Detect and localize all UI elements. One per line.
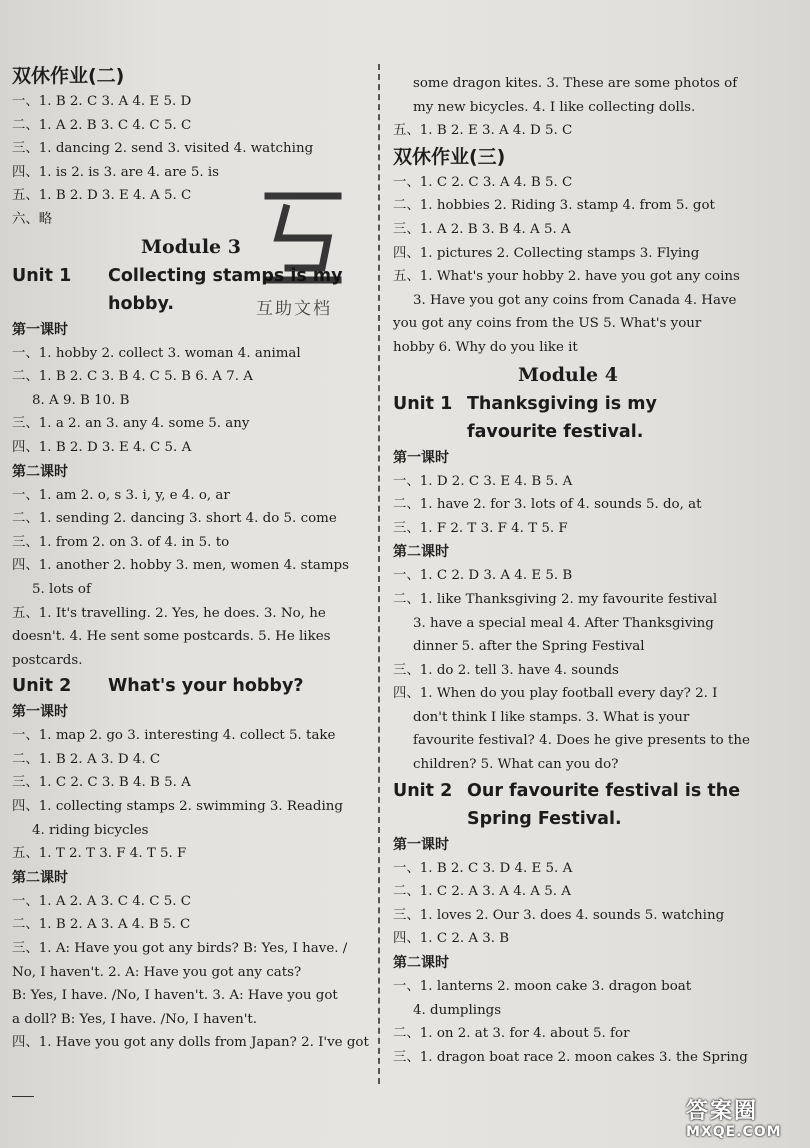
answer-line: dinner 5. after the Spring Festival	[413, 639, 645, 655]
answer-line: 二、1. like Thanksgiving 2. my favourite festival	[393, 591, 718, 607]
answer-line: my new bicycles. 4. I like collecting dolls.	[413, 99, 696, 115]
answer-line: a doll? B: Yes, I have. /No, I haven't.	[12, 1011, 258, 1027]
answer-line: 四、1. pictures 2. Collecting stamps 3. Flying	[393, 245, 700, 261]
answer-line: 五、1. B 2. E 3. A 4. D 5. C	[393, 123, 573, 139]
answer-line: 一、1. B 2. C 3. D 4. E 5. A	[393, 860, 573, 876]
answer-line: 二、1. B 2. A 3. A 4. B 5. C	[12, 917, 191, 933]
unit-title: What's your hobby?	[108, 676, 304, 697]
answer-line: 五、1. What's your hobby 2. have you got any coins	[393, 269, 740, 285]
answer-line: 三、1. C 2. C 3. B 4. B 5. A	[12, 775, 191, 791]
lesson-heading: 第二课时	[393, 955, 449, 972]
answer-line: 二、1. hobbies 2. Riding 3. stamp 4. from 5. got	[393, 198, 715, 214]
lesson-heading: 第一课时	[393, 449, 449, 466]
answer-line: 一、1. map 2. go 3. interesting 4. collect 5. take	[12, 728, 336, 744]
answer-line: 三、1. A 2. B 3. B 4. A 5. A	[393, 221, 571, 237]
answer-line: 3. have a special meal 4. After Thanksgiving	[413, 615, 714, 631]
answer-line: doesn't. 4. He sent some postcards. 5. He likes	[12, 629, 331, 645]
lesson-heading: 第二课时	[12, 869, 68, 886]
answer-line: 一、1. A 2. A 3. C 4. C 5. C	[12, 893, 192, 909]
answer-line: 五、1. It's travelling. 2. Yes, he does. 3. No, he	[12, 605, 326, 621]
module-3-title: Module 3	[141, 235, 241, 258]
unit-title: Thanksgiving is my favourite festival.	[467, 393, 657, 442]
answer-line: 二、1. on 2. at 3. for 4. about 5. for	[393, 1026, 630, 1042]
unit-number: Unit 1	[12, 265, 72, 286]
m3-u1-lesson1-answers	[12, 342, 370, 460]
answer-line: 4. dumplings	[413, 1002, 502, 1018]
answer-line: 二、1. have 2. for 3. lots of 4. sounds 5. do, at	[393, 497, 702, 513]
lesson-heading: 第一课时	[393, 836, 449, 853]
answer-line: postcards.	[12, 652, 83, 668]
answer-line: 4. riding bicycles	[32, 822, 149, 838]
answer-line: 三、1. A: Have you got any birds? B: Yes, I have. /	[12, 941, 348, 957]
corner-logo-title: 答案圈	[686, 1099, 759, 1124]
answer-line: No, I haven't. 2. A: Have you got any cats?	[12, 964, 302, 980]
answer-line: 三、1. dragon boat race 2. moon cakes 3. the Spring	[393, 1049, 748, 1065]
module-4-title: Module 4	[518, 363, 618, 386]
m4-u1-lesson1-answers	[393, 470, 743, 541]
answer-line: 5. lots of	[32, 581, 91, 597]
lesson-heading: 第二课时	[12, 463, 68, 480]
lesson-heading: 第一课时	[12, 704, 68, 721]
answer-line: 四、1. B 2. D 3. E 4. C 5. A	[12, 439, 192, 455]
unit-number: Unit 2	[12, 676, 72, 697]
answer-line: 六、略	[12, 211, 53, 227]
answer-line: 三、1. F 2. T 3. F 4. T 5. F	[393, 520, 568, 536]
answer-line: 四、1. is 2. is 3. are 4. are 5. is	[12, 164, 220, 180]
unit-number: Unit 2	[393, 780, 453, 801]
answer-line: 3. Have you got any coins from Canada 4. Have	[413, 292, 737, 308]
watermark-text: 互助文档	[256, 299, 332, 319]
answer-line: 三、1. from 2. on 3. of 4. in 5. to	[12, 534, 230, 550]
m3-u1-lesson2-answers	[12, 484, 370, 673]
answer-line: 三、1. a 2. an 3. any 4. some 5. any	[12, 416, 250, 432]
m3-u2-lesson2-answers	[12, 890, 370, 1055]
answer-line: 二、1. B 2. C 3. B 4. C 5. B 6. A 7. A	[12, 369, 253, 385]
lesson-heading: 第一课时	[12, 321, 68, 338]
answer-line: 一、1. am 2. o, s 3. i, y, e 4. o, ar	[12, 487, 230, 503]
answer-line: children? 5. What can you do?	[413, 757, 619, 773]
section-heading-weekend-3: 双休作业(三)	[393, 145, 506, 168]
answer-line: 一、1. C 2. C 3. A 4. B 5. C	[393, 174, 573, 190]
answer-line: 二、1. sending 2. dancing 3. short 4. do 5. come	[12, 511, 337, 527]
answer-line: 一、1. D 2. C 3. E 4. B 5. A	[393, 473, 573, 489]
answer-line: 三、1. do 2. tell 3. have 4. sounds	[393, 662, 619, 678]
answer-line: 一、1. C 2. D 3. A 4. E 5. B	[393, 568, 573, 584]
module-4-unit-1-title	[393, 390, 743, 446]
answer-line: hobby 6. Why do you like it	[393, 339, 578, 355]
m4-u1-lesson2-answers	[393, 564, 750, 776]
unit-title: Collecting stamps is my hobby.	[108, 265, 343, 314]
answer-line: 四、1. another 2. hobby 3. men, women 4. stamps	[12, 558, 349, 574]
answer-line: 五、1. T 2. T 3. F 4. T 5. F	[12, 846, 187, 862]
m4-u2-lesson2-answers	[393, 975, 748, 1069]
answer-line: 三、1. dancing 2. send 3. visited 4. watching	[12, 141, 314, 157]
column-divider	[378, 64, 380, 1084]
answer-line: 四、1. Have you got any dolls from Japan? 2. I've got	[12, 1035, 369, 1051]
answer-line: 8. A 9. B 10. B	[32, 392, 130, 408]
answer-line: 四、1. When do you play football every day? 2. I	[393, 686, 718, 702]
answer-line: favourite festival? 4. Does he give presents to the	[413, 733, 750, 749]
unit-number: Unit 1	[393, 393, 453, 414]
answer-line: B: Yes, I have. /No, I haven't. 3. A: Have you got	[12, 988, 338, 1004]
answer-line: 四、1. C 2. A 3. B	[393, 931, 510, 947]
answer-line: 二、1. B 2. A 3. D 4. C	[12, 751, 161, 767]
lesson-heading: 第二课时	[393, 544, 449, 561]
answer-line: 四、1. collecting stamps 2. swimming 3. Reading	[12, 799, 343, 815]
answer-line: 二、1. C 2. A 3. A 4. A 5. A	[393, 884, 571, 900]
weekend-3-answers	[393, 171, 743, 360]
answer-line: some dragon kites. 3. These are some photos of	[413, 76, 738, 91]
answer-line: 一、1. B 2. C 3. A 4. E 5. D	[12, 94, 192, 109]
module-4-unit-2-title	[393, 777, 743, 833]
page-number-rule	[12, 1096, 34, 1097]
m4-u2-lesson1-answers	[393, 857, 743, 951]
continued-answers	[393, 72, 743, 143]
answer-line: 一、1. lanterns 2. moon cake 3. dragon boat	[393, 979, 692, 995]
answer-line: 二、1. A 2. B 3. C 4. C 5. C	[12, 117, 192, 133]
answer-line: you got any coins from the US 5. What's your	[393, 316, 702, 332]
answer-line: 三、1. loves 2. Our 3. does 4. sounds 5. watching	[393, 907, 725, 923]
watermark-glyph-icon	[264, 190, 344, 290]
corner-logo-url: MXQE.COM	[686, 1124, 782, 1140]
corner-site-logo	[686, 1100, 806, 1144]
module-3-unit-2-title	[12, 672, 370, 700]
section-heading-weekend-2: 双休作业(二)	[12, 65, 125, 87]
answer-line: 一、1. hobby 2. collect 3. woman 4. animal	[12, 345, 301, 361]
right-column	[393, 72, 750, 1069]
answer-line: 五、1. B 2. D 3. E 4. A 5. C	[12, 188, 192, 204]
unit-title: Our favourite festival is the Spring Festival.	[467, 780, 741, 829]
m3-u2-lesson1-answers	[12, 724, 370, 866]
answer-line: don't think I like stamps. 3. What is your	[413, 709, 690, 725]
watermark-logo	[238, 190, 378, 326]
